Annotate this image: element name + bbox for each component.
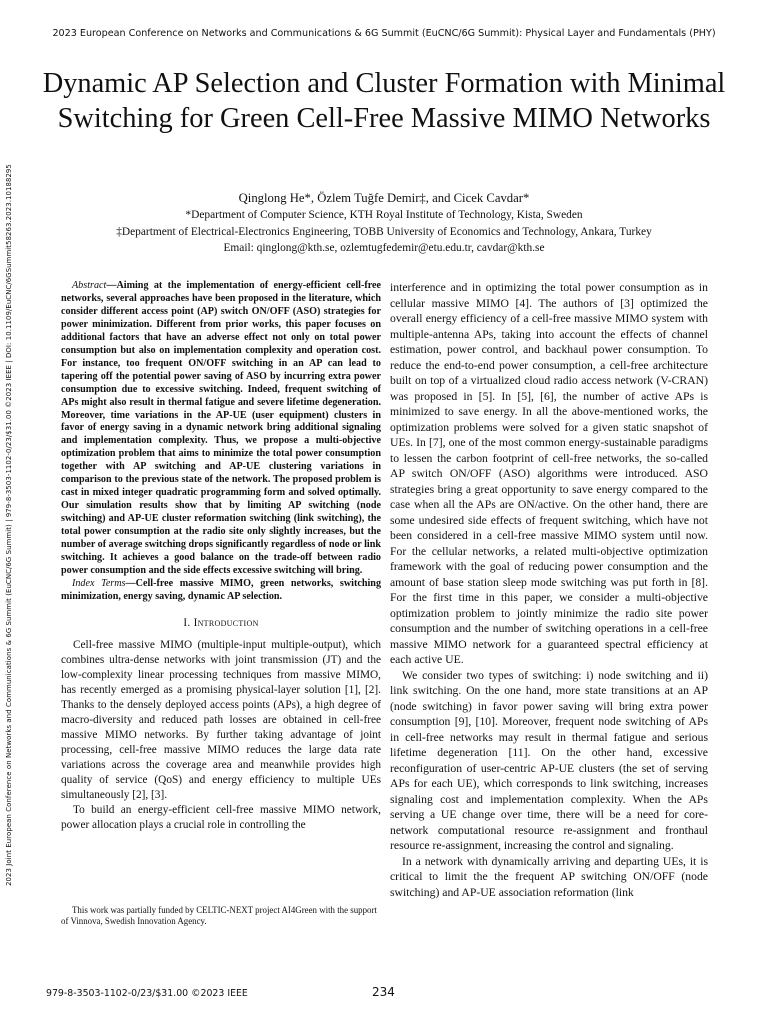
affiliation-tobb: ‡Department of Electrical-Electronics Engineering, TOBB University of Economics and Technology, Ankara, Turkey	[116, 226, 652, 238]
abstract-text: —Aiming at the implementation of energy-efficient cell-free networks, several approaches have been proposed in the literature, which consider different access point (AP) switch ON/OFF (ASO) strategies for power minimization. Different from prior works, this paper focuses on additional factors that have an adverse effect not only on total power consumption but also on implementation complexity and operation cost. For instance, too frequent ON/OFF switching in an AP can lead to tapering off the potential power saving of ASO by incurring extra power consumption due to excessive switching. Indeed, frequent switching of APs might also result in thermal fatigue and severe lifetime degeneration. Moreover, time variations in the AP-UE (user equipment) clusters in favor of energy saving in a dynamic network bring additional signaling and implementation complexity. Thus, we propose a multi-objective optimization problem that aims to minimize the total power consumption together with AP switching and AP-UE clustering variations in comparison to the previous state of the network. The proposed problem is cast in mixed integer quadratic programming form and solved optimally. Our simulation results show that by limiting AP switching (node switching) and AP-UE cluster reformation switching (link switching), the total power consumption at the radio site only slightly increases, but the number of average switching drops significantly regardless of node or link switching. It achieves a good balance on the trade-off between radio power consumption and the side effects excessive switching will bring.	[61, 280, 381, 576]
author-emails: Email: qinglong@kth.se, ozlemtugfedemir@etu.edu.tr, cavdar@kth.se	[223, 242, 545, 254]
author-list: Qinglong He*, Özlem Tuğfe Demir‡, and Cicek Cavdar*	[238, 191, 530, 205]
right-column	[390, 280, 708, 900]
funding-footnote	[61, 905, 381, 927]
right-paragraph-2: We consider two types of switching: i) node switching and ii) link switching. On the one hand, more state transitions at an AP (node switching) in favor power saving will bring extra power consumption [9], [10]. Moreover, frequent node switching of APs in cell-free networks may result in thermal fatigue and serious lifetime degeneration [11]. On the other hand, excessive reconfiguration of user-centric AP-UE clusters (the set of serving APs for each UE), which corresponds to link switching, increases signaling cost and implementation complexity. When the APs serving a UE change over time, there will be a need for core-network computational resource re-assignment and fronthaul resource re-assignment, increasing the control and signaling.	[390, 668, 708, 852]
paper-title: Dynamic AP Selection and Cluster Formation with Minimal Switching for Green Cell-Free Massive MIMO Networks	[42, 68, 726, 134]
running-header: 2023 European Conference on Networks and Communications & 6G Summit (EuCNC/6G Summit): Physical Layer and Fundamentals (PHY)	[52, 28, 716, 39]
side-doi-note	[2, 80, 16, 970]
page-number: 234	[372, 985, 395, 999]
section-heading	[61, 616, 381, 631]
side-doi-text: 2023 Joint European Conference on Networks and Communications & 6G Summit (EuCNC/6G Summit) | 979-8-3503-1102-0/23/$31.00 ©2023 IEEE | DOI: 10.1109/EuCNC/6GSummit58263.2023.10188295	[5, 164, 13, 886]
intro-paragraph-2: To build an energy-efficient cell-free massive MIMO network, power allocation plays a crucial role in controlling the	[61, 804, 381, 832]
funding-footnote-text: This work was partially funded by CELTIC-NEXT project AI4Green with the support of Vinnova, Swedish Innovation Agency.	[61, 905, 377, 926]
affiliation-kth: *Department of Computer Science, KTH Royal Institute of Technology, Kista, Sweden	[185, 209, 583, 221]
right-paragraph-3: In a network with dynamically arriving and departing UEs, it is critical to limit the the frequent AP switching ON/OFF (node switching) and AP-UE association reformation (link	[390, 854, 708, 899]
footer-copyright: 979-8-3503-1102-0/23/$31.00 ©2023 IEEE	[46, 988, 248, 999]
intro-paragraph-1: Cell-free massive MIMO (multiple-input multiple-output), which combines ultra-dense networks with joint transmission (JT) and the low-complexity linear processing techniques from massive MIMO, has recently emerged as a promising physical-layer solution [1], [2]. Thanks to the densely deployed access points (APs), a high degree of macro-diversity and reduced path losses are obtained in cell-free massive MIMO networks. By further taking advantage of joint processing, cell-free massive MIMO reduces the large data rate variations across the coverage area and meanwhile provides high quality of service (QoS) and energy efficiency to multiple UEs simultaneously [2], [3].	[61, 638, 381, 802]
index-terms-label: Index Terms	[72, 577, 126, 589]
abstract-label: Abstract	[72, 280, 107, 291]
index-terms-text: —Cell-free massive MIMO, green networks, switching minimization, energy saving, dynamic AP selection.	[61, 577, 382, 602]
section-title: Introduction	[193, 616, 259, 629]
left-column	[61, 280, 381, 833]
right-paragraph-1: interference and in optimizing the total power consumption as in cellular massive MIMO [4]. The authors of [3] optimized the overall energy efficiency of a cell-free massive MIMO system with multiple-antenna APs, taking into account the effects of channel estimation, power control, and backhaul power consumption. To reduce the end-to-end power consumption, a cell-free architecture built on top of a virtualized cloud radio access network (V-CRAN) was proposed in [5]. In [5], [6], the number of active APs is minimized to save energy. In all the above-mentioned works, the optimization problems were solved for a given static snapshot of UEs. In [7], one of the most common energy-sustainable paradigms to lessen the carbon footprint of cell-free networks, the so-called AP switch ON/OFF (ASO) algorithms were introduced. ASO strategies bring a great opportunity to save energy compared to the case when all the APs are ON/active. On the other hand, there are some undesired side effects of frequent switching, which have not been considered in a cell-free massive MIMO system until now. For the cellular networks, a related multi-objective optimization framework with the goal of reducing power consumption and the amount of base station sleep mode switching was put forth in [8]. For the first time in this paper, we consider a multi-objective optimization problem to jointly minimize the radio site power consumption and the number of switching operations in a cell-free massive MIMO network for a guaranteed spectral efficiency at each active UE.	[390, 281, 708, 666]
section-number: I.	[183, 616, 191, 629]
abstract	[61, 280, 381, 604]
